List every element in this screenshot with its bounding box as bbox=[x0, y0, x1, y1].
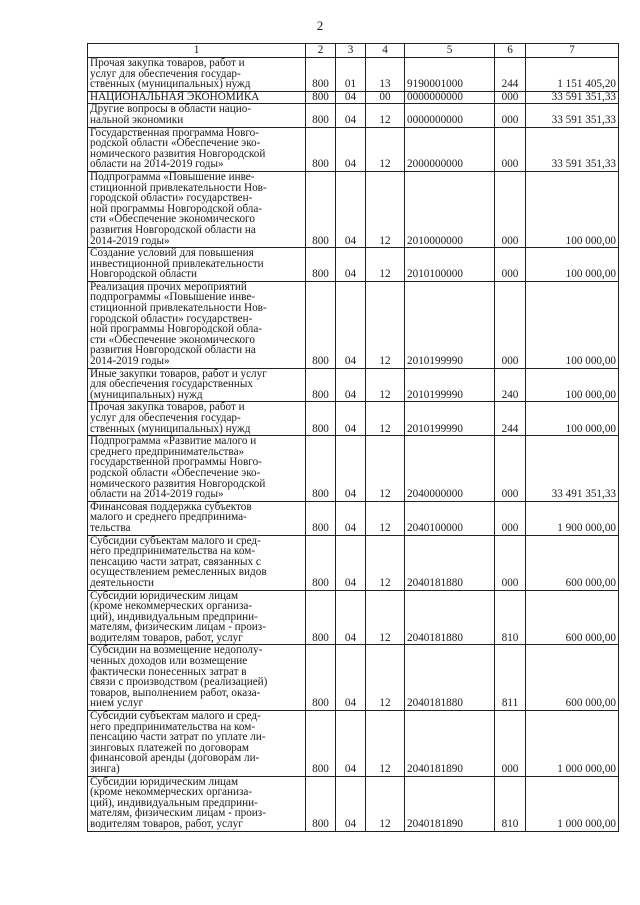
description-line: Субсидии на возмещение недополу- bbox=[90, 644, 263, 657]
cell-ministry-code: 800 bbox=[306, 58, 336, 92]
cell-subsection-code: 12 bbox=[366, 171, 405, 247]
table-row bbox=[88, 127, 619, 171]
table-row bbox=[88, 248, 619, 282]
cell-section-code: 04 bbox=[336, 281, 366, 368]
description-line: развития Новгородской области на bbox=[90, 223, 256, 236]
cell-amount: 1 151 405,20 bbox=[526, 58, 619, 92]
description-line: финансовой аренды (договорам ли- bbox=[90, 752, 260, 765]
cell-description bbox=[88, 58, 306, 92]
cell-section-code: 04 bbox=[336, 171, 366, 247]
description-line: городской области» государствен- bbox=[90, 192, 253, 205]
cell-expense-type-code: 000 bbox=[495, 104, 526, 127]
cell-expense-type-code: 000 bbox=[495, 711, 526, 777]
cell-ministry-code: 800 bbox=[306, 590, 336, 645]
description-line: товаров, выполнением работ, оказа- bbox=[90, 686, 261, 699]
cell-expense-type-code: 244 bbox=[495, 58, 526, 92]
budget-table bbox=[87, 43, 619, 832]
description-line: услуг для обеспечения государ- bbox=[90, 412, 241, 424]
cell-ministry-code: 800 bbox=[306, 104, 336, 127]
description-line: водителям товаров, работ, услуг bbox=[90, 817, 243, 830]
cell-expense-type-code: 240 bbox=[495, 368, 526, 402]
description-line: Создание условий для повышения bbox=[90, 247, 254, 260]
description-line: него предпринимательства на ком- bbox=[90, 720, 256, 733]
description-line: пенсацию части затрат по уплате ли- bbox=[90, 731, 266, 744]
cell-description bbox=[88, 248, 306, 282]
cell-subsection-code: 12 bbox=[366, 368, 405, 402]
description-line: Новгородской области bbox=[90, 268, 198, 281]
description-line: ций), индивидуальным предприни- bbox=[90, 610, 258, 623]
description-line: ственных (муниципальных) нужд bbox=[90, 422, 251, 435]
cell-target-article-code: 0000000000 bbox=[405, 104, 495, 127]
header-col-3: 3 bbox=[336, 44, 366, 58]
cell-expense-type-code: 810 bbox=[495, 776, 526, 831]
description-line: развития Новгородской области на bbox=[90, 344, 256, 357]
description-line: государственной программы Новго- bbox=[90, 456, 262, 469]
cell-description bbox=[88, 711, 306, 777]
cell-subsection-code: 12 bbox=[366, 501, 405, 535]
header-col-7: 7 bbox=[526, 44, 619, 58]
description-line: пенсацию части затрат, связанных с bbox=[90, 555, 261, 568]
cell-expense-type-code: 000 bbox=[495, 248, 526, 282]
cell-target-article-code: 2040181880 bbox=[405, 645, 495, 711]
cell-amount: 600 000,00 bbox=[526, 535, 619, 590]
description-line: (кроме некоммерческих организа- bbox=[90, 786, 253, 799]
cell-section-code: 04 bbox=[336, 104, 366, 127]
cell-ministry-code: 800 bbox=[306, 501, 336, 535]
description-line: Подпрограмма «Повышение инве- bbox=[90, 171, 255, 183]
description-line: Прочая закупка товаров, работ и bbox=[90, 57, 245, 69]
cell-ministry-code: 800 bbox=[306, 248, 336, 282]
cell-subsection-code: 13 bbox=[366, 58, 405, 92]
cell-subsection-code: 12 bbox=[366, 711, 405, 777]
description-line: НАЦИОНАЛЬНАЯ ЭКОНОМИКА bbox=[90, 91, 260, 103]
description-line: малого и среднего предпринима- bbox=[90, 511, 247, 524]
table-row bbox=[88, 58, 619, 92]
description-line: для обеспечения государственных bbox=[90, 378, 254, 391]
cell-target-article-code: 9190001000 bbox=[405, 58, 495, 92]
cell-section-code: 01 bbox=[336, 58, 366, 92]
table-row bbox=[88, 171, 619, 247]
description-line: услуг для обеспечения государ- bbox=[90, 67, 241, 80]
description-line: области на 2014-2019 годы» bbox=[90, 158, 224, 171]
cell-target-article-code: 2040100000 bbox=[405, 501, 495, 535]
cell-section-code: 04 bbox=[336, 535, 366, 590]
cell-amount: 100 000,00 bbox=[526, 248, 619, 282]
table-row bbox=[88, 535, 619, 590]
cell-target-article-code: 2010100000 bbox=[405, 248, 495, 282]
description-line: (кроме некоммерческих организа- bbox=[90, 600, 253, 613]
header-col-5: 5 bbox=[405, 44, 495, 58]
cell-ministry-code: 800 bbox=[306, 171, 336, 247]
description-line: водителям товаров, работ, услуг bbox=[90, 631, 243, 644]
cell-subsection-code: 12 bbox=[366, 776, 405, 831]
description-line: ций), индивидуальным предприни- bbox=[90, 796, 258, 809]
cell-section-code: 04 bbox=[336, 501, 366, 535]
cell-description bbox=[88, 127, 306, 171]
cell-section-code: 04 bbox=[336, 91, 366, 104]
table-row bbox=[88, 402, 619, 436]
description-line: зинга) bbox=[90, 763, 120, 775]
description-line: среднего предпринимательства» bbox=[90, 445, 245, 458]
cell-ministry-code: 800 bbox=[306, 436, 336, 502]
cell-description bbox=[88, 91, 306, 104]
cell-expense-type-code: 244 bbox=[495, 402, 526, 436]
cell-ministry-code: 800 bbox=[306, 711, 336, 777]
description-line: связи с производством (реализацией) bbox=[90, 676, 268, 689]
description-line: подпрограммы «Повышение инве- bbox=[90, 291, 256, 304]
cell-target-article-code: 2010199990 bbox=[405, 368, 495, 402]
cell-subsection-code: 12 bbox=[366, 104, 405, 127]
table-row bbox=[88, 711, 619, 777]
description-line: зинговых платежей по договорам bbox=[90, 741, 249, 754]
cell-expense-type-code: 000 bbox=[495, 535, 526, 590]
cell-description bbox=[88, 402, 306, 436]
header-col-1: 1 bbox=[88, 44, 306, 58]
table-row bbox=[88, 281, 619, 368]
description-line: Субсидии юридическим лицам bbox=[90, 776, 239, 788]
cell-description bbox=[88, 281, 306, 368]
cell-ministry-code: 800 bbox=[306, 91, 336, 104]
header-col-6: 6 bbox=[495, 44, 526, 58]
description-line: номического развития Новгородской bbox=[90, 477, 266, 490]
cell-description bbox=[88, 590, 306, 645]
table-row bbox=[88, 776, 619, 831]
cell-subsection-code: 12 bbox=[366, 645, 405, 711]
description-line: сти «Обеспечение экономического bbox=[90, 213, 255, 226]
description-line: городской области» государствен- bbox=[90, 312, 253, 325]
cell-expense-type-code: 000 bbox=[495, 91, 526, 104]
description-line: него предпринимательства на ком- bbox=[90, 545, 256, 558]
description-line: инвестиционной привлекательности bbox=[90, 257, 264, 270]
cell-section-code: 04 bbox=[336, 590, 366, 645]
cell-expense-type-code: 000 bbox=[495, 281, 526, 368]
description-line: 2014-2019 годы» bbox=[90, 234, 170, 247]
cell-target-article-code: 2040181880 bbox=[405, 590, 495, 645]
cell-subsection-code: 00 bbox=[366, 91, 405, 104]
description-line: деятельности bbox=[90, 576, 155, 589]
table-row bbox=[88, 91, 619, 104]
cell-section-code: 04 bbox=[336, 402, 366, 436]
description-line: Реализация прочих мероприятий bbox=[90, 281, 247, 293]
header-col-4: 4 bbox=[366, 44, 405, 58]
cell-ministry-code: 800 bbox=[306, 127, 336, 171]
cell-section-code: 04 bbox=[336, 436, 366, 502]
cell-target-article-code: 2010000000 bbox=[405, 171, 495, 247]
cell-amount: 100 000,00 bbox=[526, 281, 619, 368]
cell-expense-type-code: 810 bbox=[495, 590, 526, 645]
header-col-2: 2 bbox=[306, 44, 336, 58]
cell-section-code: 04 bbox=[336, 248, 366, 282]
cell-section-code: 04 bbox=[336, 368, 366, 402]
cell-target-article-code: 2040181890 bbox=[405, 711, 495, 777]
description-line: нальной экономики bbox=[90, 113, 184, 126]
description-line: 2014-2019 годы» bbox=[90, 355, 170, 368]
page-number: 2 bbox=[316, 18, 324, 33]
table-row bbox=[88, 501, 619, 535]
cell-expense-type-code: 811 bbox=[495, 645, 526, 711]
cell-amount: 33 591 351,33 bbox=[526, 127, 619, 171]
cell-amount: 100 000,00 bbox=[526, 171, 619, 247]
cell-ministry-code: 800 bbox=[306, 402, 336, 436]
cell-ministry-code: 800 bbox=[306, 645, 336, 711]
cell-amount: 100 000,00 bbox=[526, 402, 619, 436]
cell-ministry-code: 800 bbox=[306, 776, 336, 831]
table-row bbox=[88, 590, 619, 645]
cell-description bbox=[88, 104, 306, 127]
description-line: мателям, физическим лицам - произ- bbox=[90, 807, 266, 820]
cell-section-code: 04 bbox=[336, 127, 366, 171]
cell-target-article-code: 0000000000 bbox=[405, 91, 495, 104]
cell-section-code: 04 bbox=[336, 776, 366, 831]
description-line: Другие вопросы в области нацио- bbox=[90, 103, 252, 116]
cell-ministry-code: 800 bbox=[306, 535, 336, 590]
cell-target-article-code: 2040181890 bbox=[405, 776, 495, 831]
cell-expense-type-code: 000 bbox=[495, 436, 526, 502]
cell-amount: 600 000,00 bbox=[526, 645, 619, 711]
cell-amount: 1 000 000,00 bbox=[526, 776, 619, 831]
cell-amount: 1 900 000,00 bbox=[526, 501, 619, 535]
description-line: Подпрограмма «Развитие малого и bbox=[90, 435, 257, 448]
cell-description bbox=[88, 776, 306, 831]
cell-section-code: 04 bbox=[336, 645, 366, 711]
cell-description bbox=[88, 436, 306, 502]
table-row bbox=[88, 368, 619, 402]
cell-amount: 600 000,00 bbox=[526, 590, 619, 645]
cell-subsection-code: 12 bbox=[366, 436, 405, 502]
description-line: нием услуг bbox=[90, 697, 144, 710]
cell-description bbox=[88, 501, 306, 535]
cell-description bbox=[88, 535, 306, 590]
cell-target-article-code: 2040000000 bbox=[405, 436, 495, 502]
cell-target-article-code: 2000000000 bbox=[405, 127, 495, 171]
cell-amount: 33 591 351,33 bbox=[526, 91, 619, 104]
cell-subsection-code: 12 bbox=[366, 281, 405, 368]
cell-expense-type-code: 000 bbox=[495, 171, 526, 247]
header-row bbox=[88, 44, 619, 58]
description-line: ной программы Новгородской обла- bbox=[90, 323, 263, 336]
cell-description bbox=[88, 368, 306, 402]
description-line: стиционной привлекательности Нов- bbox=[90, 181, 267, 194]
description-line: Иные закупки товаров, работ и услуг bbox=[90, 368, 267, 380]
description-line: осуществлением ремесленных видов bbox=[90, 566, 267, 579]
description-line: номического развития Новгородской bbox=[90, 147, 266, 160]
cell-subsection-code: 12 bbox=[366, 127, 405, 171]
description-line: области на 2014-2019 годы» bbox=[90, 488, 224, 501]
cell-amount: 33 591 351,33 bbox=[526, 104, 619, 127]
cell-section-code: 04 bbox=[336, 711, 366, 777]
cell-ministry-code: 800 bbox=[306, 281, 336, 368]
description-line: тельства bbox=[90, 521, 131, 534]
cell-amount: 100 000,00 bbox=[526, 368, 619, 402]
description-line: (муниципальных) нужд bbox=[90, 388, 203, 401]
table-row bbox=[88, 436, 619, 502]
description-line: Субсидии субъектам малого и сред- bbox=[90, 535, 261, 547]
description-line: родской области «Обеспечение эко- bbox=[90, 137, 261, 150]
description-line: ственных (муниципальных) нужд bbox=[90, 78, 251, 91]
description-line: мателям, физическим лицам - произ- bbox=[90, 621, 266, 634]
cell-amount: 33 491 351,33 bbox=[526, 436, 619, 502]
description-line: Субсидии субъектам малого и сред- bbox=[90, 710, 261, 723]
cell-description bbox=[88, 171, 306, 247]
cell-amount: 1 000 000,00 bbox=[526, 711, 619, 777]
description-line: ной программы Новгородской обла- bbox=[90, 202, 263, 215]
cell-target-article-code: 2010199990 bbox=[405, 402, 495, 436]
table-body bbox=[88, 58, 619, 832]
cell-description bbox=[88, 645, 306, 711]
description-line: фактически понесенных затрат в bbox=[90, 665, 247, 678]
description-line: сти «Обеспечение экономического bbox=[90, 333, 255, 346]
cell-ministry-code: 800 bbox=[306, 368, 336, 402]
cell-subsection-code: 12 bbox=[366, 590, 405, 645]
cell-target-article-code: 2040181880 bbox=[405, 535, 495, 590]
description-line: Прочая закупка товаров, работ и bbox=[90, 401, 245, 414]
cell-expense-type-code: 000 bbox=[495, 501, 526, 535]
cell-target-article-code: 2010199990 bbox=[405, 281, 495, 368]
description-line: ченных доходов или возмещение bbox=[90, 655, 248, 668]
cell-subsection-code: 12 bbox=[366, 535, 405, 590]
description-line: Финансовая поддержка субъектов bbox=[90, 501, 252, 513]
description-line: Государственная программа Новго- bbox=[90, 127, 259, 139]
cell-expense-type-code: 000 bbox=[495, 127, 526, 171]
cell-subsection-code: 12 bbox=[366, 248, 405, 282]
table-row bbox=[88, 104, 619, 127]
cell-subsection-code: 12 bbox=[366, 402, 405, 436]
description-line: родской области «Обеспечение эко- bbox=[90, 466, 261, 479]
description-line: Субсидии юридическим лицам bbox=[90, 590, 239, 602]
table-row bbox=[88, 645, 619, 711]
description-line: стиционной привлекательности Нов- bbox=[90, 302, 267, 315]
